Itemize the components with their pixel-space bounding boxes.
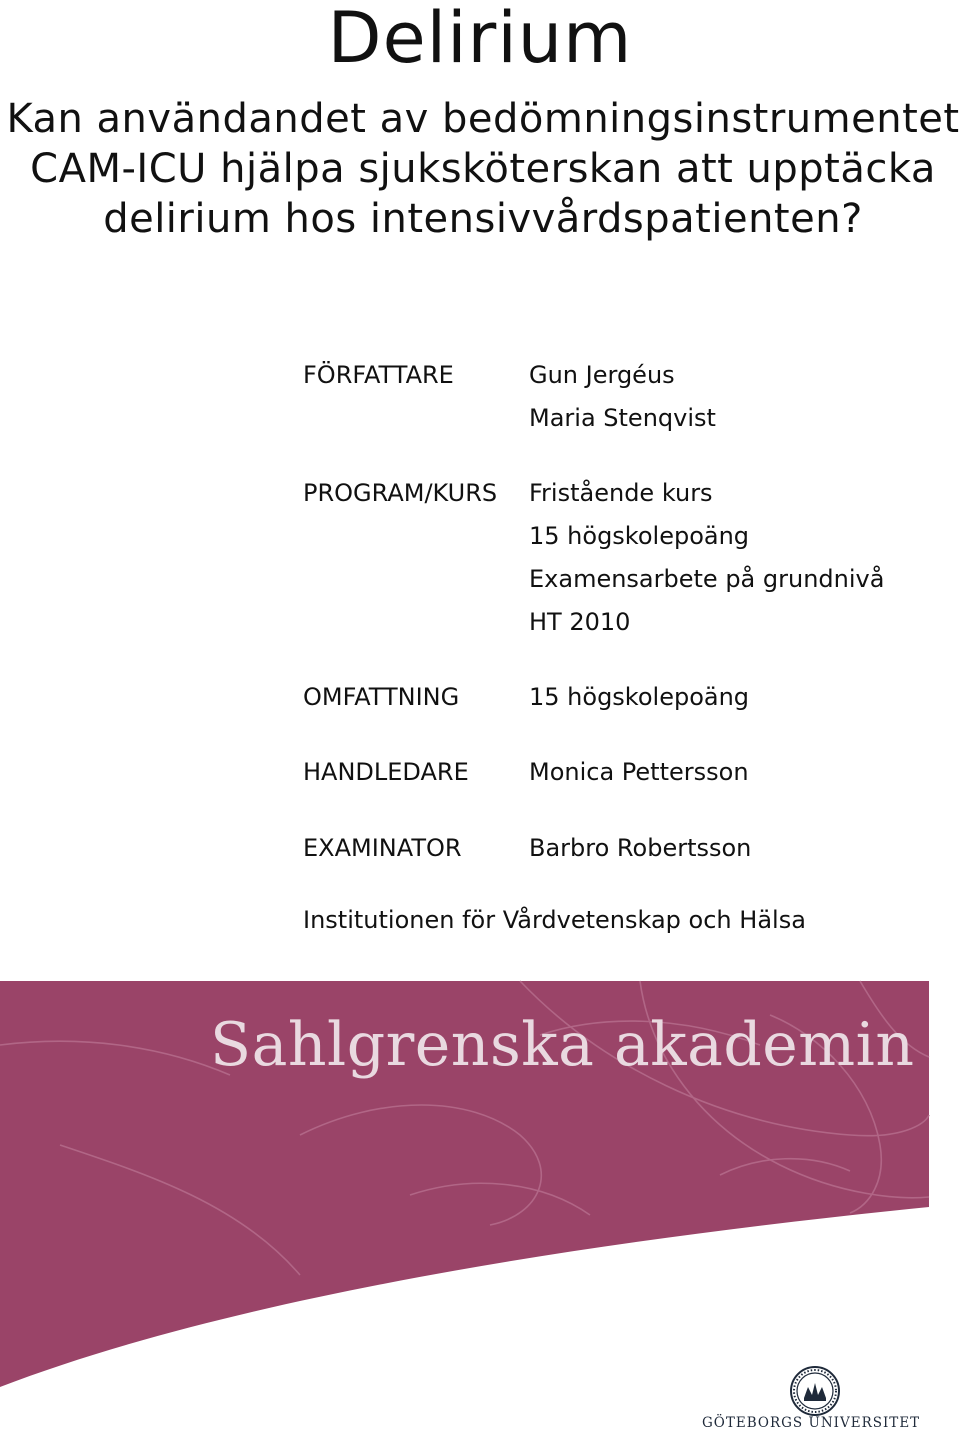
author-name: Gun Jergéus [529,361,675,389]
subtitle-line: Kan användandet av bedömningsinstrumentet [6,96,960,142]
scope-value: 15 högskolepoäng [529,683,750,711]
meta-values-examiner [529,827,751,870]
program-value: 15 högskolepoäng [529,522,750,550]
university-name: GÖTEBORGS UNIVERSITET [702,1415,921,1431]
university-seal-icon [789,1365,841,1417]
program-value: Fristående kurs [529,479,713,507]
subtitle-line: delirium hos intensivvårdspatienten? [103,196,863,242]
document-title: Delirium [327,0,633,79]
meta-label-scope: OMFATTNING [303,683,460,711]
document-subtitle [0,94,960,244]
program-value: HT 2010 [529,608,631,636]
examiner-name: Barbro Robertsson [529,834,752,862]
meta-label-authors: FÖRFATTARE [303,361,454,389]
subtitle-line: CAM-ICU hjälpa sjuksköterskan att upptäcka [30,146,936,192]
institution-name: Institutionen för Vårdvetenskap och Hälsa [303,906,806,934]
meta-label-examiner: EXAMINATOR [303,834,462,862]
author-name: Maria Stenqvist [529,404,716,432]
meta-values-program [529,472,884,644]
sahlgrenska-wordmark: Sahlgrenska akademin [210,1010,915,1080]
program-value: Examensarbete på grundnivå [529,565,885,593]
meta-label-program: PROGRAM/KURS [303,479,498,507]
meta-values-authors [529,354,716,440]
meta-label-supervisor: HANDLEDARE [303,758,469,786]
supervisor-name: Monica Pettersson [529,758,749,786]
meta-values-scope [529,676,749,719]
meta-values-supervisor [529,751,749,794]
